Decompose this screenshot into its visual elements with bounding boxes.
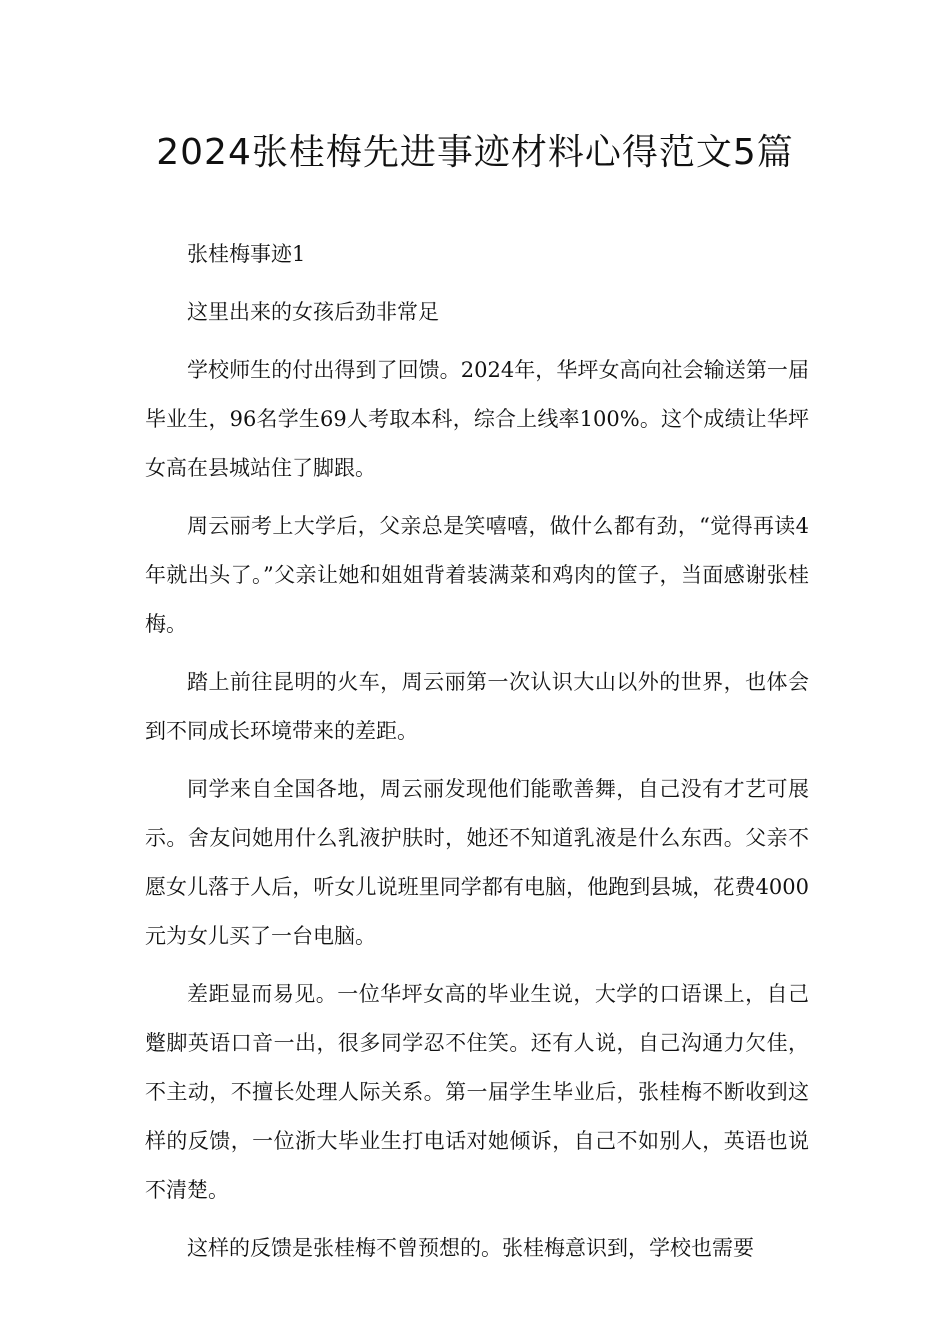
document-title: 2024张桂梅先进事迹材料心得范文5篇 bbox=[156, 132, 794, 173]
paragraph: 同学来自全国各地，周云丽发现他们能歌善舞，自己没有才艺可展示。舍友问她用什么乳液护肤时，她还不知道乳液是什么东西。父亲不愿女儿落于人后，听女儿说班里同学都有电脑，他跑到县城，花费4000元为女儿买了一台电脑。 bbox=[145, 777, 809, 948]
paragraph: 学校师生的付出得到了回馈。2024年，华坪女高向社会输送第一届毕业生，96名学生69人考取本科，综合上线率100%。这个成绩让华坪女高在县城站住了脚跟。 bbox=[145, 358, 809, 480]
paragraph-subheading: 这里出来的女孩后劲非常足 bbox=[187, 300, 439, 324]
paragraph: 差距显而易见。一位华坪女高的毕业生说，大学的口语课上，自己蹩脚英语口音一出，很多同学忍不住笑。还有人说，自己沟通力欠佳，不主动，不擅长处理人际关系。第一届学生毕业后，张桂梅不断收到这样的反馈，一位浙大毕业生打电话对她倾诉，自己不如别人，英语也说不清楚。 bbox=[145, 982, 809, 1202]
paragraph-heading: 张桂梅事迹1 bbox=[187, 242, 306, 266]
document-body bbox=[145, 230, 809, 1282]
paragraph: 踏上前往昆明的火车，周云丽第一次认识大山以外的世界，也体会到不同成长环境带来的差距。 bbox=[145, 670, 809, 743]
paragraph: 这样的反馈是张桂梅不曾预想的。张桂梅意识到，学校也需要 bbox=[187, 1236, 754, 1260]
paragraph: 周云丽考上大学后，父亲总是笑嘻嘻，做什么都有劲，“觉得再读4年就出头了。”父亲让她和姐姐背着装满菜和鸡肉的筐子，当面感谢张桂梅。 bbox=[145, 514, 809, 636]
